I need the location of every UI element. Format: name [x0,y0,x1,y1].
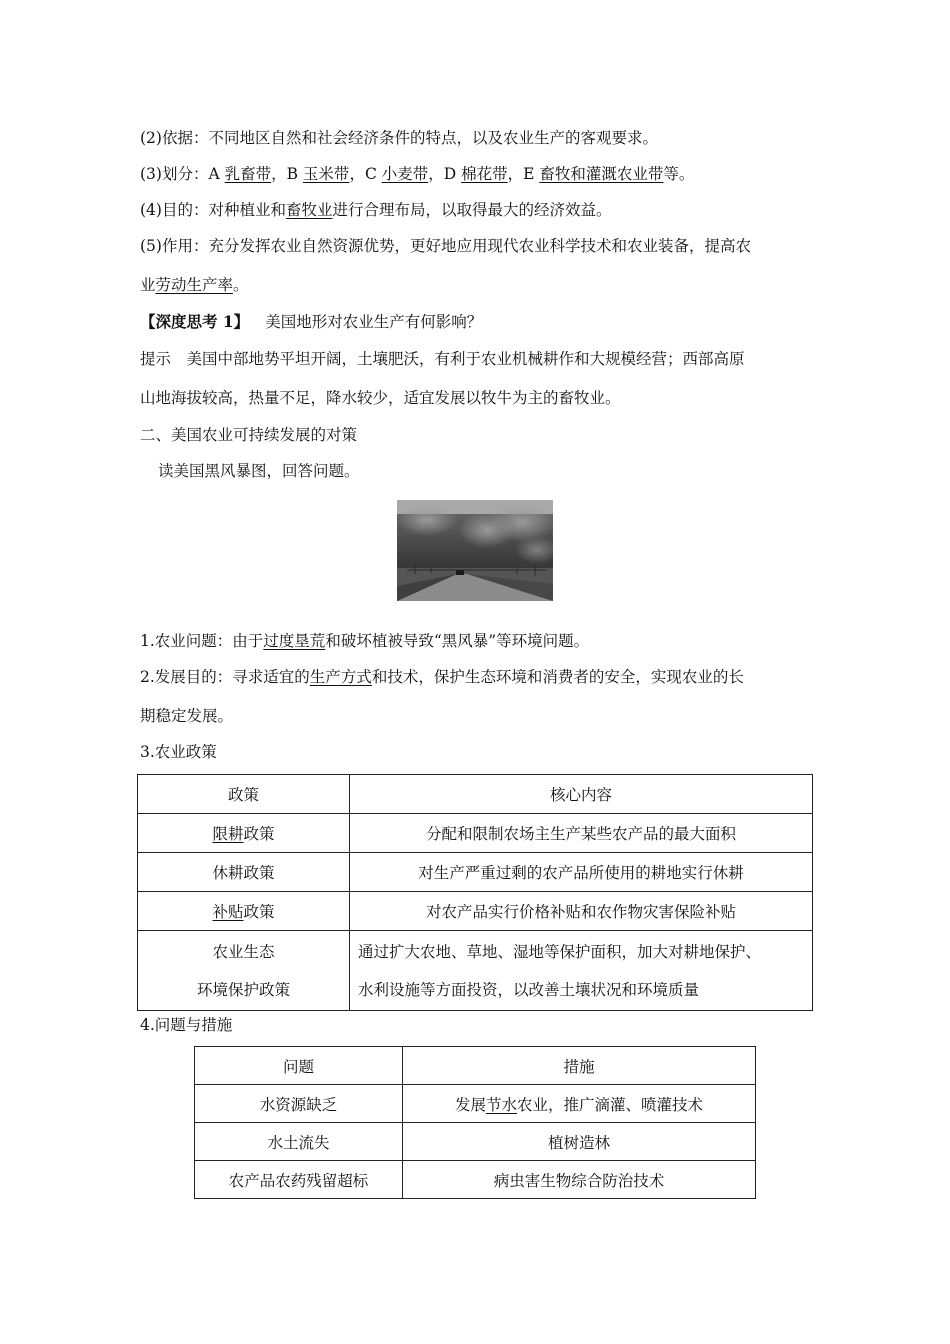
belt-b: 玉米带 [302,165,350,183]
p3-sep-c: ，C [349,165,382,183]
problem-cell: 农产品农药残留超标 [195,1161,403,1199]
hint-line2: 山地海拔较高，热量不足，降水较少，适宜发展以牧牛为主的畜牧业。 [140,389,621,407]
dust-storm-photo [397,500,553,601]
p4-prefix: (4)目的：对种植业和 [140,201,286,219]
q1-prefix: 1.农业问题：由于 [140,632,264,650]
table-row [138,814,813,853]
table-header-row [138,775,813,814]
q2-line2: 期稳定发展。 [140,707,234,725]
measure-underlined: 节水 [485,1095,517,1114]
p5-suffix: 。 [233,276,249,294]
policy-name-line1: 农业生态 [212,942,275,961]
measure-cell: 病虫害生物综合防治技术 [403,1161,756,1199]
measure-suffix: 农业，推广滴灌、喷灌技术 [517,1095,704,1114]
problem-cell: 水土流失 [195,1123,403,1161]
deep-think-label: 【深度思考 1】 [140,312,250,331]
belt-a: 乳畜带 [224,165,272,183]
policy-name [138,931,350,1011]
p3-suffix: 等。 [663,165,695,183]
policy-name-underlined: 限耕 [212,825,244,843]
header-content: 核心内容 [350,775,813,814]
policy-content-line1: 通过扩大农地、草地、湿地等保护面积，加大对耕地保护、 [358,942,762,961]
q3-title: 3.农业政策 [140,743,217,761]
policy-name [138,892,350,931]
p5-line2 [140,275,249,295]
p4-underlined: 畜牧业 [285,201,333,219]
p5-prefix: 业 [140,276,156,294]
policy-content [350,931,813,1011]
policy-content-line2: 水利设施等方面投资，以改善土壤状况和环境质量 [358,980,700,999]
table-row [138,892,813,931]
belt-d: 棉花带 [461,165,508,183]
measure-table [194,1046,756,1199]
section-title: 二、美国农业可持续发展的对策 [140,426,358,444]
table-row [195,1085,756,1123]
p5-underlined: 劳动生产率 [155,276,234,294]
p3-line [140,164,694,184]
p3-prefix: (3)划分：A [140,165,225,183]
policy-name-rest: 政策 [243,903,275,921]
policy-content: 对农产品实行价格补贴和农作物灾害保险补贴 [350,892,813,931]
q2-line1 [140,667,744,687]
q2-prefix: 2.发展目的：寻求适宜的 [140,668,310,686]
q2-suffix: 和技术，保护生态环境和消费者的安全，实现农业的长 [371,668,744,686]
p3-sep-b: ，B [271,165,303,183]
q4-title: 4.问题与措施 [140,1016,233,1034]
q1-suffix: 和破坏植被导致“黑风暴”等环境问题。 [325,632,590,650]
table-header-row [195,1047,756,1085]
policy-content: 分配和限制农场主生产某些农产品的最大面积 [350,814,813,853]
measure-prefix: 发展 [454,1095,486,1114]
policy-table [137,774,813,1011]
measure-cell: 植树造林 [403,1123,756,1161]
read-instruction: 读美国黑风暴图，回答问题。 [158,462,360,480]
policy-name-underlined: 补贴 [212,903,244,921]
table-row [138,931,813,1011]
header-measure: 措施 [403,1047,756,1085]
q1-underlined: 过度垦荒 [263,632,326,650]
deep-think-question: 美国地形对农业生产有何影响？ [265,313,483,331]
table-row [138,853,813,892]
measure-cell [403,1085,756,1123]
q1-line [140,631,589,651]
belt-c: 小麦带 [381,165,429,183]
belt-e: 畜牧和灌溉农业带 [539,165,664,183]
hint-line1: 提示 美国中部地势平坦开阔，土壤肥沃，有利于农业机械耕作和大规模经营；西部高原 [140,350,745,368]
p4-line [140,200,612,220]
policy-name-rest: 政策 [243,825,275,843]
deep-think [140,312,482,332]
p2-line: (2)依据：不同地区自然和社会经济条件的特点，以及农业生产的客观要求。 [140,129,658,147]
policy-name-line2: 环境保护政策 [196,980,290,999]
header-policy: 政策 [138,775,350,814]
p3-sep-e: ，E [507,165,540,183]
p3-sep-d: ，D [428,165,462,183]
q2-underlined: 生产方式 [309,668,372,686]
table-row [195,1161,756,1199]
table-row [195,1123,756,1161]
p4-suffix: 进行合理布局，以取得最大的经济效益。 [332,201,612,219]
policy-content: 对生产严重过剩的农产品所使用的耕地实行休耕 [350,853,813,892]
header-problem: 问题 [195,1047,403,1085]
problem-cell: 水资源缺乏 [195,1085,403,1123]
p5-line1: (5)作用：充分发挥农业自然资源优势，更好地应用现代农业科学技术和农业装备，提高农 [140,237,751,255]
policy-name: 休耕政策 [138,853,350,892]
policy-name [138,814,350,853]
